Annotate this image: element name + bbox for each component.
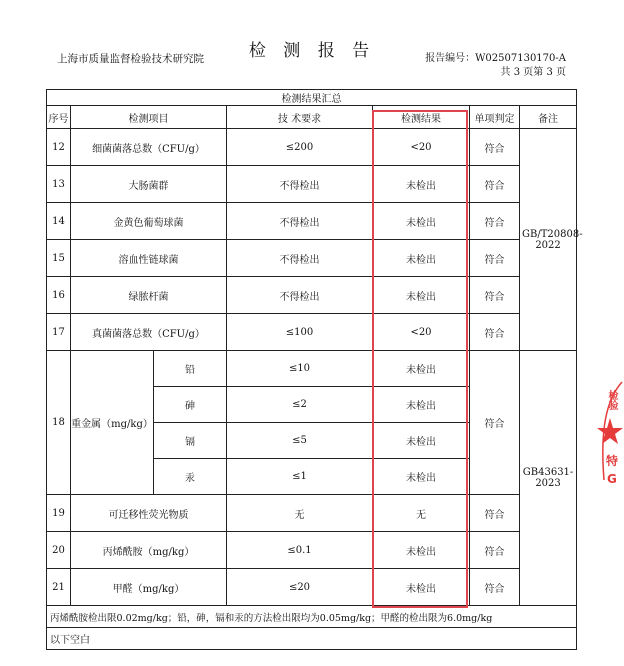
table-row (47, 129, 577, 166)
row-result: 未检出 (373, 203, 470, 240)
row-verdict: 符合 (470, 129, 520, 166)
row-requirement: ≤20 (227, 569, 373, 606)
row-verdict: 符合 (470, 569, 520, 606)
row-no: 14 (47, 203, 71, 240)
row-requirement: 不得检出 (227, 277, 373, 314)
row-item: 可迁移性荧光物质 (71, 495, 227, 532)
table-row (47, 240, 577, 277)
row-requirement: ≤5 (227, 423, 373, 459)
row-no: 17 (47, 314, 71, 351)
inspection-seal (596, 380, 624, 500)
row-result: 未检出 (373, 240, 470, 277)
row-result: 未检出 (373, 569, 470, 606)
row-requirement: ≤10 (227, 351, 373, 387)
row-no: 18 (47, 351, 71, 495)
institute-name: 上海市质量监督检验技术研究院 (57, 53, 204, 65)
remark-standard-a: GB/T20808-2022 (520, 129, 577, 351)
row-result: 未检出 (373, 387, 470, 423)
row-result: 未检出 (373, 277, 470, 314)
row-no: 19 (47, 495, 71, 532)
row-no: 21 (47, 569, 71, 606)
row-item: 溶血性链球菌 (71, 240, 227, 277)
table-row (47, 203, 577, 240)
row-result: 未检出 (373, 459, 470, 495)
row-verdict: 符合 (470, 351, 520, 495)
row-item: 丙烯酰胺（mg/kg） (71, 532, 227, 569)
row-verdict: 符合 (470, 532, 520, 569)
row-requirement: 不得检出 (227, 166, 373, 203)
seal-text-top: 检验 (606, 390, 617, 410)
row-result: <20 (373, 129, 470, 166)
seal-text-bottom: G (607, 472, 617, 486)
table-row (47, 351, 577, 387)
row-item: 金黄色葡萄球菌 (71, 203, 227, 240)
table-row (47, 277, 577, 314)
row-requirement: ≤0.1 (227, 532, 373, 569)
row-verdict: 符合 (470, 203, 520, 240)
detection-limit-note: 丙烯酰胺检出限0.02mg/kg；铅，砷，镉和汞的方法检出限均为0.05mg/kg；甲醛的检出限为6.0mg/kg (47, 606, 577, 628)
row-requirement: ≤100 (227, 314, 373, 351)
row-result: 未检出 (373, 166, 470, 203)
row-no: 15 (47, 240, 71, 277)
row-item: 大肠菌群 (71, 166, 227, 203)
col-header-item: 检测项目 (71, 106, 227, 129)
row-verdict: 符合 (470, 314, 520, 351)
col-header-verdict: 单项判定 (470, 106, 520, 129)
row-requirement: 无 (227, 495, 373, 532)
row-result: 未检出 (373, 423, 470, 459)
row-requirement: ≤1 (227, 459, 373, 495)
row-verdict: 符合 (470, 240, 520, 277)
seal-text-mid: 特 (606, 454, 619, 468)
report-title: 检 测 报 告 (248, 41, 376, 61)
row-item: 真菌菌落总数（CFU/g） (71, 314, 227, 351)
row-no: 20 (47, 532, 71, 569)
row-verdict: 符合 (470, 495, 520, 532)
row-result: 未检出 (373, 532, 470, 569)
row-verdict: 符合 (470, 166, 520, 203)
row-requirement: ≤2 (227, 387, 373, 423)
table-row (47, 166, 577, 203)
remark-standard-b: GB43631-2023 (520, 351, 577, 606)
col-header-no: 序号 (47, 106, 71, 129)
row-no: 16 (47, 277, 71, 314)
row-subitem: 汞 (154, 459, 227, 495)
row-verdict: 符合 (470, 277, 520, 314)
row-no: 12 (47, 129, 71, 166)
row-requirement: 不得检出 (227, 203, 373, 240)
results-table (46, 89, 583, 650)
row-requirement: 不得检出 (227, 240, 373, 277)
row-item: 细菌菌落总数（CFU/g） (71, 129, 227, 166)
table-row (47, 495, 577, 532)
blank-below-note: 以下空白 (47, 628, 577, 650)
row-item: 重金属（mg/kg） (71, 351, 154, 495)
table-row (47, 532, 577, 569)
row-subitem: 砷 (154, 387, 227, 423)
row-result: 未检出 (373, 351, 470, 387)
table-caption: 检测结果汇总 (47, 90, 577, 106)
table-row (47, 569, 577, 606)
row-item: 甲醛（mg/kg） (71, 569, 227, 606)
row-item: 绿脓杆菌 (71, 277, 227, 314)
row-no: 13 (47, 166, 71, 203)
col-header-requirement: 技 术要求 (227, 106, 373, 129)
col-header-result: 检测结果 (373, 106, 470, 129)
row-requirement: ≤200 (227, 129, 373, 166)
row-result: 无 (373, 495, 470, 532)
col-header-remark: 备注 (520, 106, 577, 129)
report-number-block (425, 52, 566, 80)
seal-star-icon (597, 418, 623, 444)
report-number: 报告编号：W02507130170-A (425, 53, 566, 64)
row-subitem: 铅 (154, 351, 227, 387)
page-info: 共 3 页第 3 页 (500, 67, 566, 78)
row-subitem: 镉 (154, 423, 227, 459)
table-row (47, 314, 577, 351)
row-result: <20 (373, 314, 470, 351)
